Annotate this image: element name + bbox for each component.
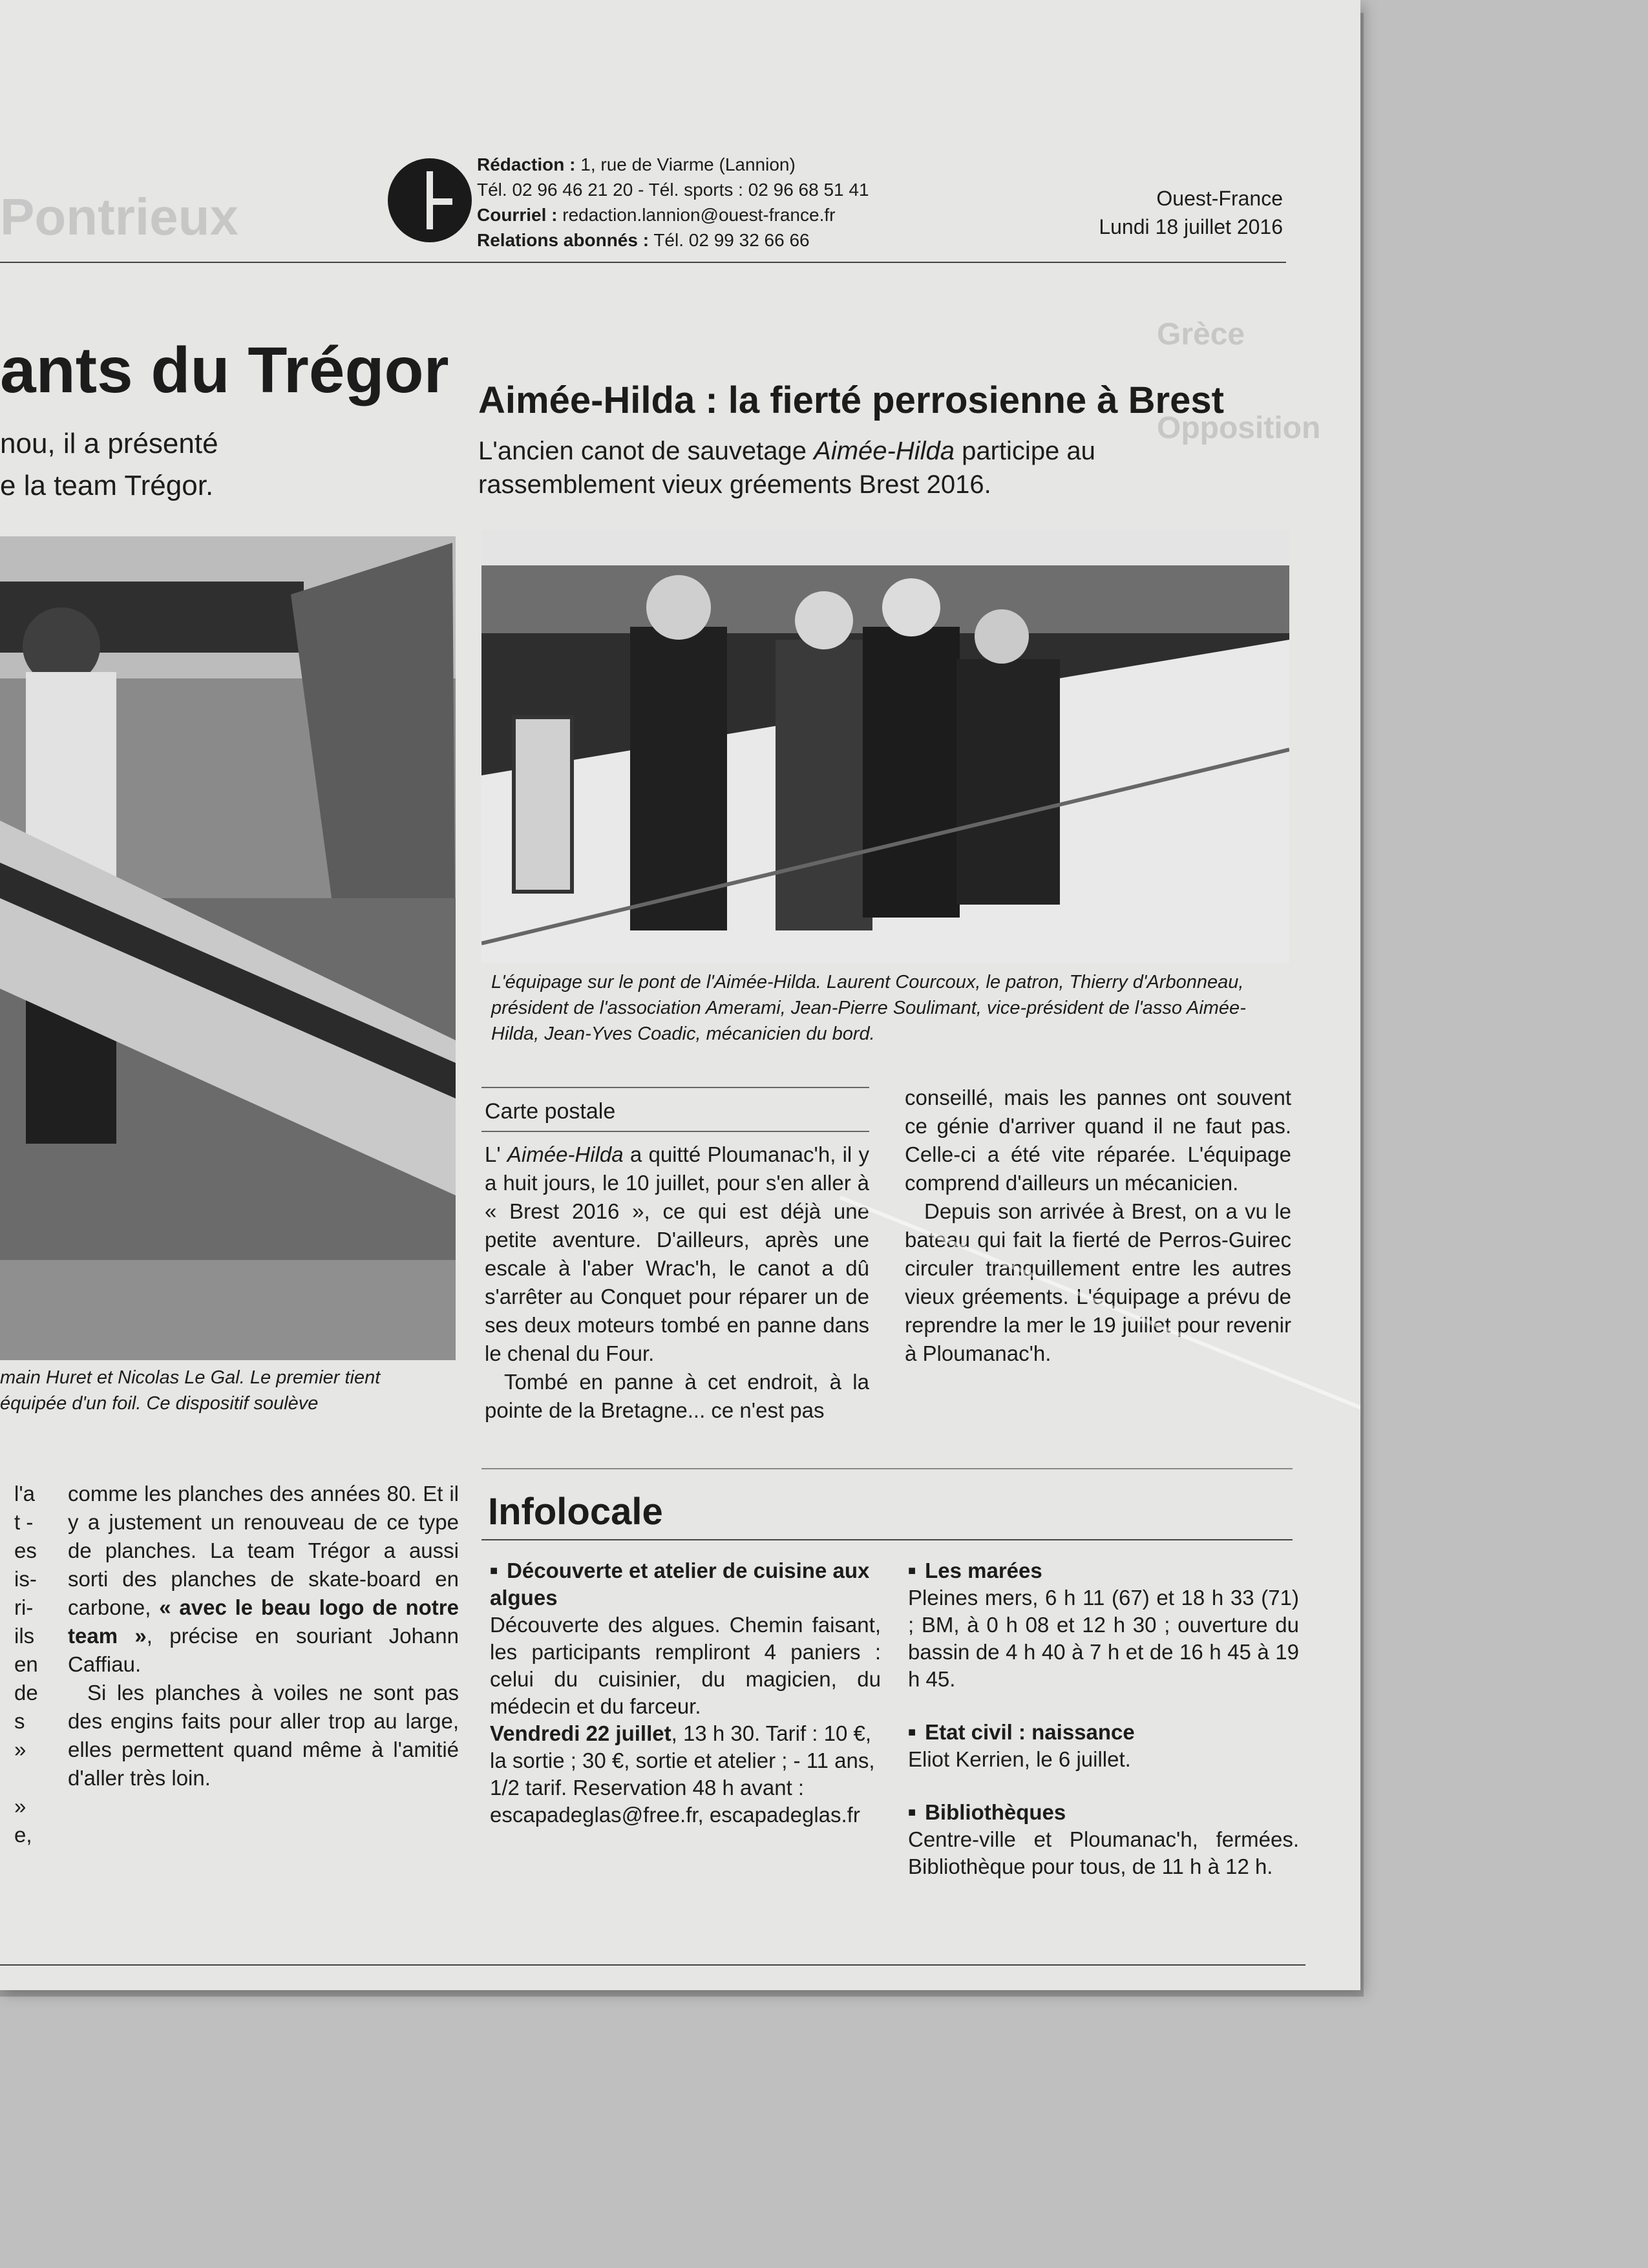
info-item-title: ■ Les marées [908,1557,1299,1584]
left-article-paragraph: Si les planches à voiles ne sont pas des engins faits pour aller trop au large, elles permettent quand même à l'amitié d'aller très loin. [68,1681,459,1790]
boat-name: Aimée-Hilda [507,1142,624,1166]
text-fragment: ri- [14,1595,34,1619]
issue-date: Lundi 18 juillet 2016 [1099,215,1283,238]
text-span: L'ancien canot de sauvetage [478,437,814,465]
infolocale-rule [481,1539,1293,1540]
bleed-through-text: Pontrieux [0,188,238,246]
crew-photo-image [481,530,1289,963]
text-fragment: es [14,1538,37,1562]
bleed-through-text: Grèce [1157,317,1245,352]
left-article-subhead: e la team Trégor. [0,470,214,501]
main-article-paragraph: conseillé, mais les pannes ont souvent ce génie d'arriver quand il ne faut pas. Celle-ci a été vite réparée. L'équipage comprend d'ailleurs un mécanicien. [905,1086,1291,1195]
phone-numbers: Tél. 02 96 46 21 20 - Tél. sports : 02 96 68 51 41 [477,180,869,200]
main-photo-caption: L'équipage sur le pont de l'Aimée-Hilda. Laurent Courcoux, le patron, Thierry d'Arbonneau, président de l'association Amerami, Jean-Pierre Soulimant, vice-président de l'asso Aimée-Hilda, Jean-Yves Coadic, mécanicien du bord. [491,972,1246,1044]
text-span: L' [485,1142,507,1166]
text-span: comme les planches des années 80. Et il y a justement un renouveau de ce type de planches. La team Trégor a aussi sorti des planches de skate-board en carbone, [68,1482,459,1619]
ouest-france-logo [388,158,472,242]
text-fragment: » [14,1794,26,1818]
main-article-headline: Aimée-Hilda : la fierté perrosienne à Brest [478,379,1224,421]
main-article-paragraph: Tombé en panne à cet endroit, à la pointe de la Bretagne... ce n'est pas [485,1370,869,1422]
text-span: , 13 h 30. Tarif : 10 €, la sortie ; 30 €, sortie et atelier ; - 11 ans, 1/2 tarif. Reservation 48 h avant : escapadeglas@free.fr, escapadeglas.fr [490,1721,875,1827]
left-photo-caption [0,1365,456,1416]
main-article-col2 [905,1084,1291,1368]
subscribers-label: Relations abonnés : [477,230,650,250]
windsurf-photo [0,536,456,1360]
info-item-text: Pleines mers, 6 h 11 (67) et 18 h 33 (71) ; BM, à 0 h 08 et 12 h 30 ; ouverture du bassin de 4 h 40 à 7 h et de 16 h 45 à 19 h 45. [908,1586,1299,1691]
info-item-text: Découverte des algues. Chemin faisant, les participants rempliront 4 paniers : celui du cuisinier, du magicien, du médecin et du farceur. [490,1613,881,1718]
caption-line: équipée d'un foil. Ce dispositif soulève [0,1393,319,1414]
email-label: Courriel : [477,205,558,225]
info-item-title: ■ Découverte et atelier de cuisine aux algues [490,1557,881,1612]
redaction-address: 1, rue de Viarme (Lannion) [575,154,796,174]
info-item-details [490,1720,881,1829]
bottom-rule [0,1964,1305,1966]
infolocale-rule [481,1468,1293,1469]
masthead-info [1099,184,1283,241]
left-edge-fragments [14,1480,40,1849]
subscribers-phone: Tél. 02 99 32 66 66 [649,230,810,250]
section-rule [481,1131,869,1132]
section-label: Carte postale [485,1099,616,1124]
bleed-through-text: Opposition [1157,411,1321,445]
email-address: redaction.lannion@ouest-france.fr [557,205,836,225]
main-article-standfirst [478,434,1131,501]
text-span: a quitté Ploumanac'h, il y a huit jours, le 10 juillet, pour s'en aller à « Brest 2016 », ce qui est déjà une petite aventure. D'ailleurs, après une escale à l'aber Wrac'h, le canot a dû s'arrêter au Conquet pour réparer un de ses deux moteurs tombé en panne dans le chenal du Four. [485,1142,869,1365]
left-article-subhead: nou, il a présenté [0,428,218,459]
text-fragment: en [14,1652,38,1676]
header-rule [0,262,1286,263]
text-span: participe au rassemblement vieux gréements Brest 2016. [478,437,1095,499]
event-date: Vendredi 22 juillet [490,1721,671,1745]
text-span: , précise en souriant Johann Caffiau. [68,1624,459,1676]
quote-bold: « avec le beau logo de notre team » [68,1595,459,1648]
crew-photo [481,530,1289,963]
windsurf-photo-image [0,536,456,1360]
boat-name: Aimée-Hilda [814,437,955,465]
text-fragment: t - [14,1510,34,1534]
text-fragment: de [14,1681,38,1705]
text-fragment: ils [14,1624,35,1648]
left-article-headline: ants du Trégor [0,334,449,406]
contact-block [477,152,869,253]
left-article-paragraph [68,1480,459,1679]
info-item-text: Eliot Kerrien, le 6 juillet. [908,1747,1131,1771]
info-item-title: ■ Etat civil : naissance [908,1719,1299,1746]
text-fragment: is- [14,1567,37,1591]
info-item-text: Centre-ville et Ploumanac'h, fermées. Bibliothèque pour tous, de 11 h à 12 h. [908,1827,1299,1878]
left-article-body [68,1480,459,1792]
text-fragment: e, [14,1823,32,1847]
caption-line: main Huret et Nicolas Le Gal. Le premier tient [0,1367,381,1388]
redaction-label: Rédaction : [477,154,576,174]
infolocale-col1 [490,1557,881,1829]
section-rule [481,1087,869,1088]
newspaper-name: Ouest-France [1156,187,1283,210]
text-fragment: s » [14,1709,26,1761]
info-item-title: ■ Bibliothèques [908,1799,1299,1826]
infolocale-col2 [908,1557,1299,1880]
infolocale-title: Infolocale [488,1491,663,1533]
main-article-col1 [485,1140,869,1425]
text-fragment: l'a [14,1482,35,1506]
main-article-paragraph [485,1140,869,1368]
main-article-paragraph: Depuis son arrivée à Brest, on a vu le bateau qui fait la fierté de Perros-Guirec circuler tranquillement entre les autres vieux gréements. L'équipage a prévu de reprendre la mer le 19 juillet pour revenir à Ploumanac'h. [905,1199,1291,1365]
